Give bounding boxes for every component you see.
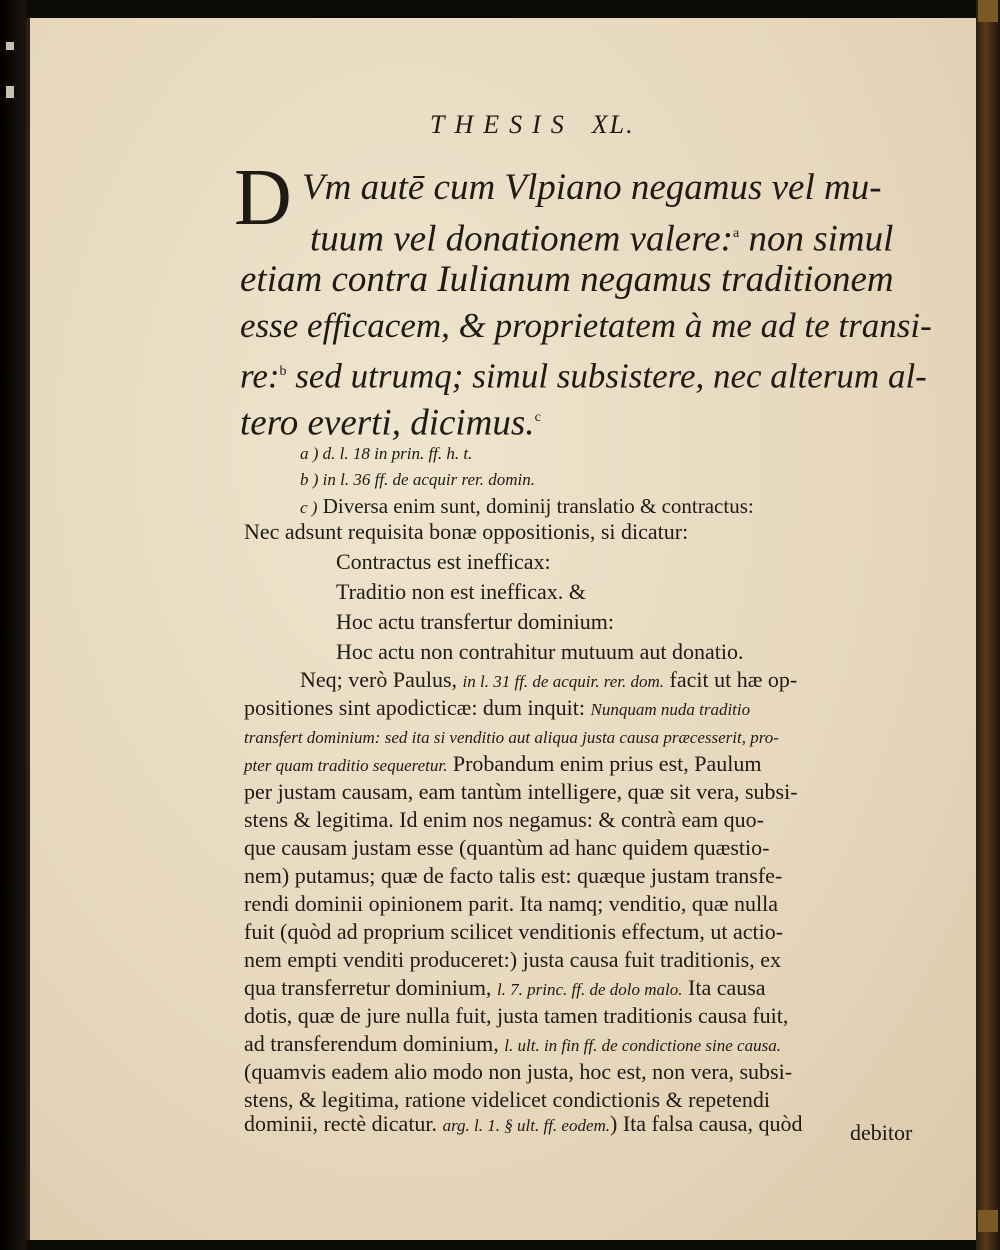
note-marker: c — [534, 410, 541, 425]
catchword: debitor — [850, 1120, 913, 1145]
running-head — [430, 110, 635, 140]
edge-mark — [6, 86, 14, 98]
citation: arg. l. 1. § ult. ff. eodem. — [442, 1116, 611, 1135]
paragraph-line: stens & legitima. Id enim nos negamus: & contrà eam quo- — [244, 807, 764, 832]
edge-mark — [6, 42, 14, 50]
binding-band — [978, 0, 998, 22]
note-marker: a — [732, 226, 740, 241]
citation: in l. 31 ff. de acquir. rer. dom. — [462, 672, 665, 691]
note-marker: b — [279, 364, 287, 379]
paragraph-line: qua transferretur dominium, l. 7. princ. ff. de dolo malo. Ita causa — [244, 975, 766, 1000]
footnote-c: c ) Diversa enim sunt, dominij translatio & contractus: — [300, 494, 754, 518]
paragraph-line: fuit (quòd ad proprium scilicet venditionis effectum, ut actio- — [244, 919, 784, 944]
paragraph-line: Neq; verò Paulus, in l. 31 ff. de acquir. rer. dom. facit ut hæ op- — [300, 667, 798, 692]
thesis-line: re:$^b$ sed utrumq; simul subsistere, nec alterum al- — [240, 356, 927, 396]
footnote-a: a ) d. l. 18 in prin. ff. h. t. — [300, 444, 473, 463]
thesis-line: etiam contra Iulianum negamus traditionem — [240, 259, 894, 300]
book-binding — [976, 0, 1000, 1250]
page-content — [30, 18, 976, 1240]
quotation: pter quam traditio sequeretur. — [244, 756, 448, 775]
running-head-title: THESIS — [430, 110, 574, 139]
paragraph-line: ad transferendum dominium, l. ult. in fin ff. de condictione sine causa. — [244, 1031, 781, 1056]
paragraph-line: dotis, quæ de jure nulla fuit, justa tamen traditionis causa fuit, — [244, 1003, 789, 1028]
body-line: Nec adsunt requisita bonæ oppositionis, si dicatur: — [244, 519, 689, 544]
paragraph-line: stens, & legitima, ratione videlicet condictionis & repetendi — [244, 1087, 771, 1112]
paragraph-line: (quamvis eadem alio modo non justa, hoc est, non vera, subsi- — [244, 1059, 793, 1084]
opposition-line: Hoc actu non contrahitur mutuum aut donatio. — [336, 639, 744, 664]
thesis-line: tuum vel donationem valere:$^a$ non simul — [310, 218, 894, 260]
thesis-line: esse efficacem, & proprietatem à me ad te transi- — [240, 306, 932, 345]
book-page — [26, 18, 976, 1240]
binding-band — [978, 1210, 998, 1232]
paragraph-line: pter quam traditio sequeretur. Probandum enim prius est, Paulum — [244, 751, 762, 776]
drop-cap: D — [234, 154, 292, 242]
paragraph-line: dominii, rectè dicatur. arg. l. 1. § ult. ff. eodem.) Ita falsa causa, quòd — [244, 1111, 803, 1136]
paragraph-line: rendi dominii opinionem parit. Ita namq; venditio, quæ nulla — [244, 891, 779, 916]
thesis-line: Vm autē cum Vlpiano negamus vel mu- — [302, 167, 882, 208]
opposition-line: Hoc actu transfertur dominium: — [336, 609, 614, 634]
footnote-b: b ) in l. 36 ff. de acquir rer. domin. — [300, 470, 535, 489]
paragraph-line: per justam causam, eam tantùm intelligere, quæ sit vera, subsi- — [244, 779, 798, 804]
opposition-line: Traditio non est inefficax. & — [336, 579, 586, 604]
opposition-line: Contractus est inefficax: — [336, 549, 551, 574]
quotation: transfert dominium: sed ita si venditio aut aliqua justa causa præcesserit, pro- — [244, 728, 779, 747]
citation: l. 7. princ. ff. de dolo malo. — [496, 980, 683, 999]
left-book-edge — [0, 0, 26, 1250]
paragraph-line: nem empti venditi produceret:) justa causa fuit traditionis, ex — [244, 947, 782, 972]
running-head-number: XL. — [591, 110, 635, 139]
quotation: Nunquam nuda traditio — [590, 700, 751, 719]
paragraph-line: nem) putamus; quæ de facto talis est: quæque justam transfe- — [244, 863, 783, 888]
thesis-line: tero everti, dicimus.$^c$ — [240, 402, 541, 444]
citation: l. ult. in fin ff. de condictione sine causa. — [504, 1036, 781, 1055]
paragraph-line: que causam justam esse (quantùm ad hanc quidem quæstio- — [244, 835, 770, 860]
paragraph-line — [244, 722, 779, 752]
paragraph-line: positiones sint apodicticæ: dum inquit: Nunquam nuda traditio — [244, 695, 751, 720]
